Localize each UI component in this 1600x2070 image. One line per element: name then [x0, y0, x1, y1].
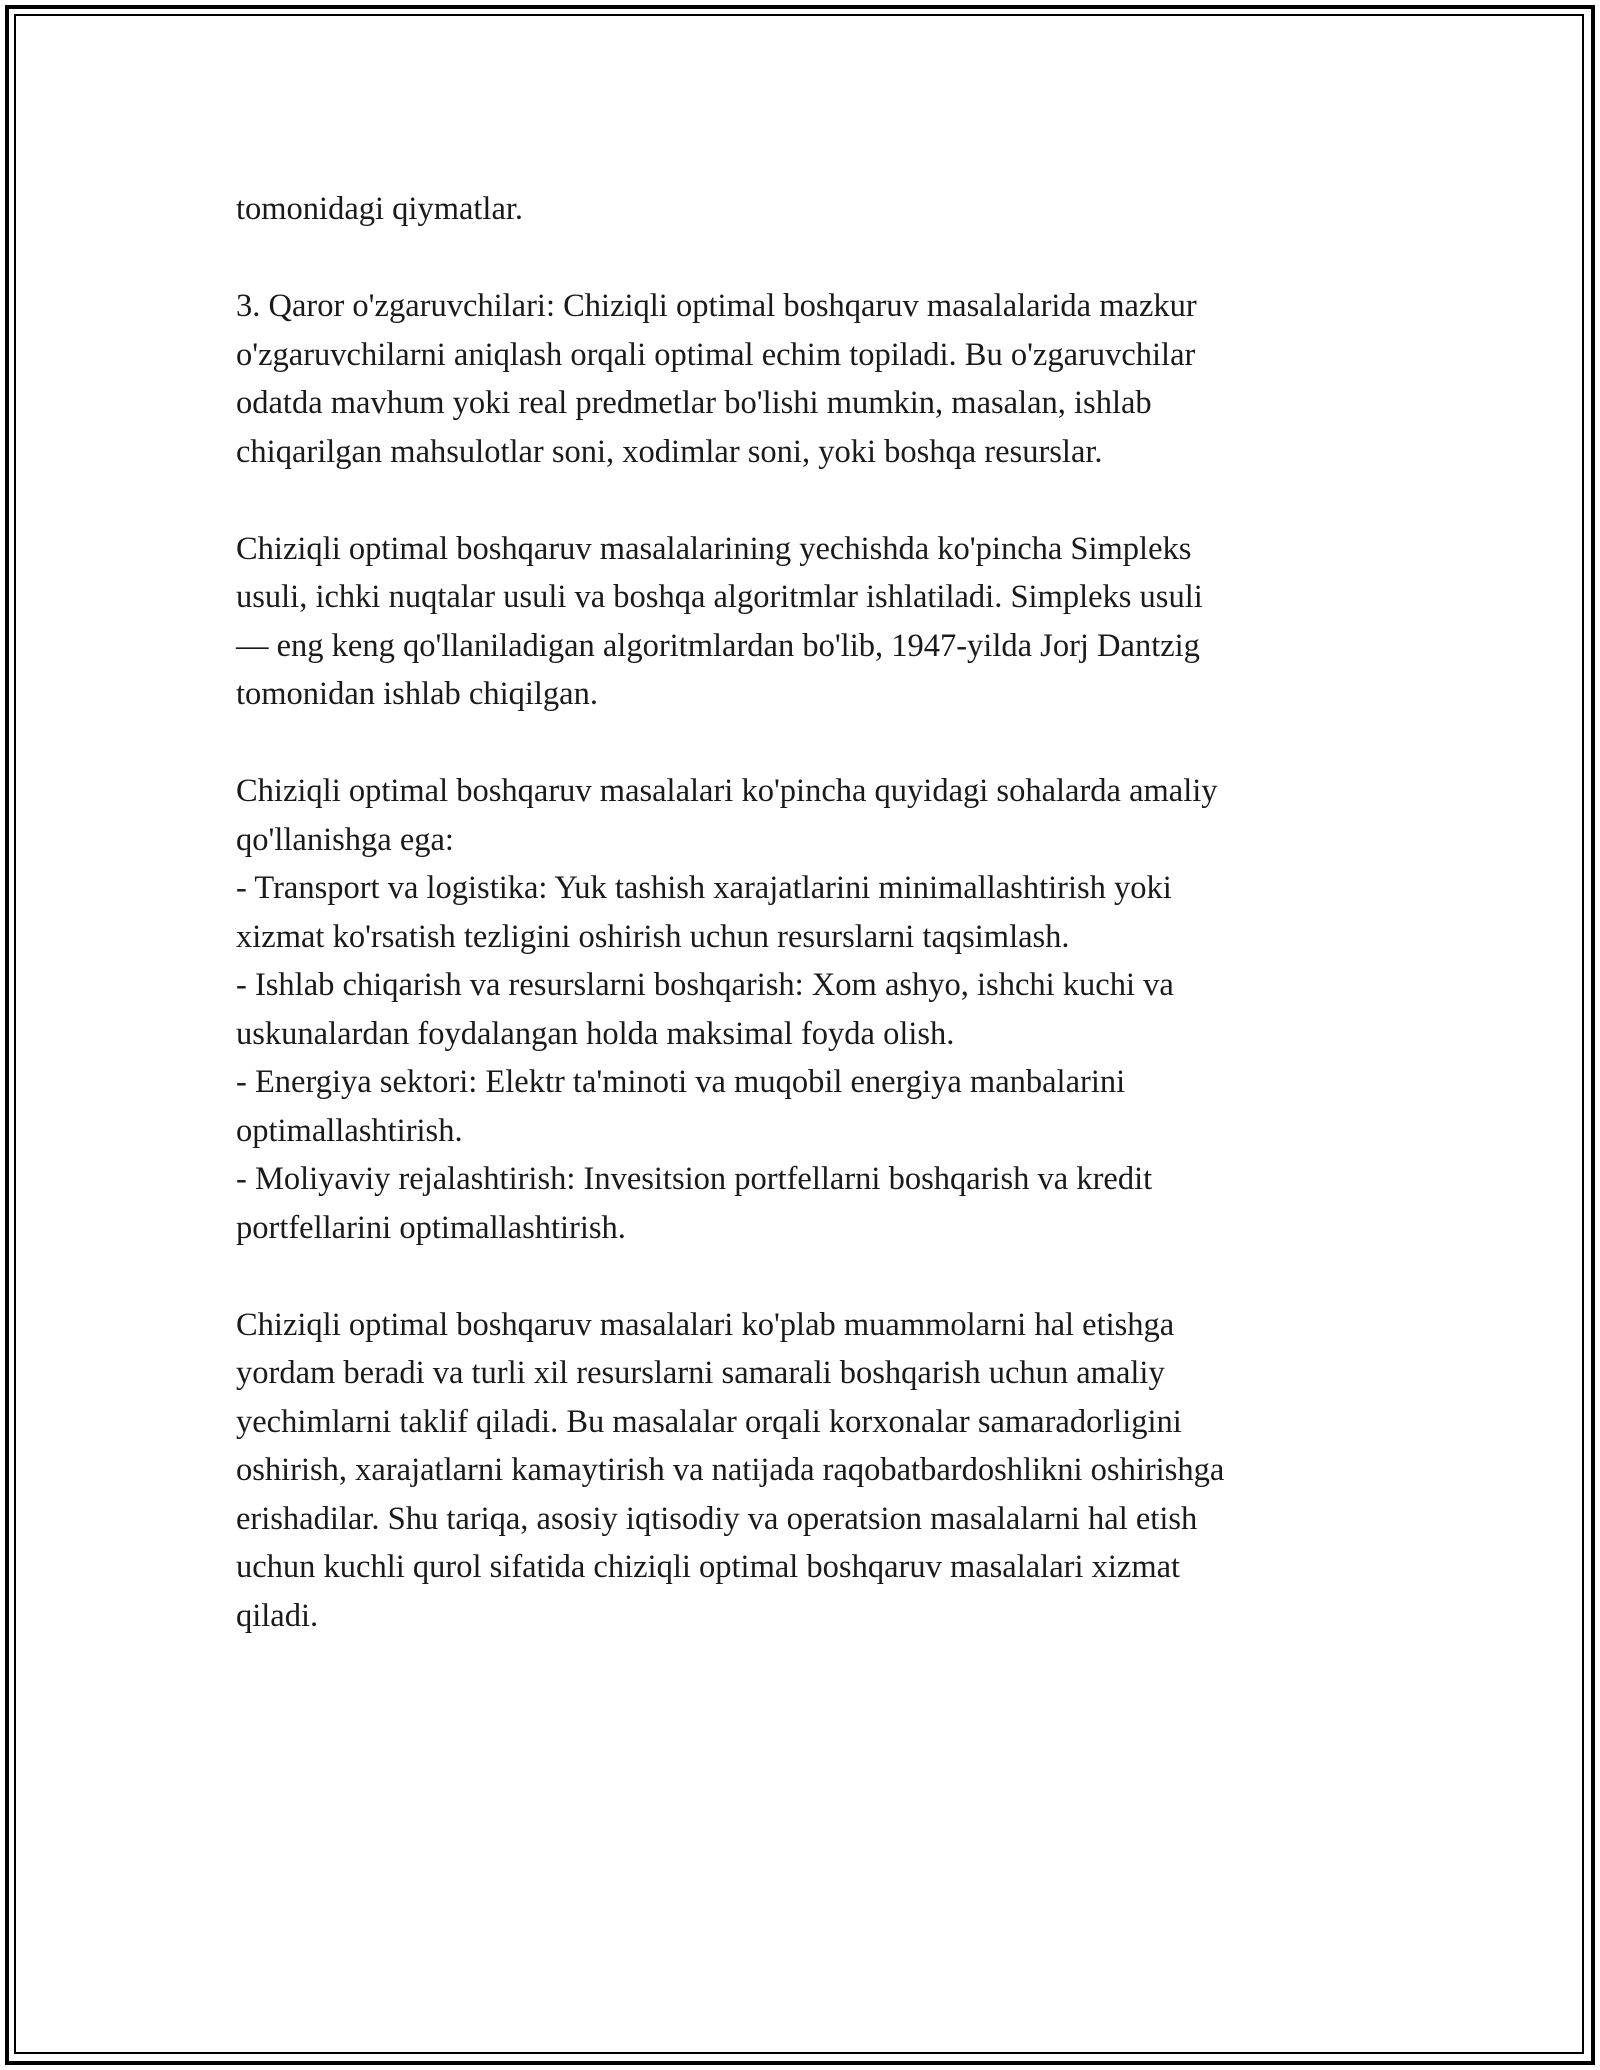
paragraph-decision-variables	[236, 282, 1366, 476]
text-line: Chiziqli optimal boshqaruv masalalarining yechishda ko'pincha Simpleks	[236, 530, 1192, 567]
text-line: uchun kuchli qurol sifatida chiziqli optimal boshqaruv masalalari xizmat	[236, 1549, 1181, 1585]
paragraph-applications	[236, 767, 1366, 1252]
text-line: Chiziqli optimal boshqaruv masalalari ko'pincha quyidagi sohalarda amaliy	[236, 773, 1218, 809]
list-item-line: portfellarini optimallashtirish.	[236, 1209, 626, 1246]
text-line: 3. Qaror o'zgaruvchilari: Chiziqli optimal boshqaruv masalalarida mazkur	[236, 288, 1197, 324]
list-item-line: uskunalardan foydalangan holda maksimal foyda olish.	[236, 1015, 955, 1052]
text-line: usuli, ichki nuqtalar usuli va boshqa algoritmlar ishlatiladi. Simpleks usuli	[236, 579, 1203, 615]
text-line: Chiziqli optimal boshqaruv masalalari ko'plab muammolarni hal etishga	[236, 1306, 1175, 1343]
paragraph-conclusion	[236, 1301, 1366, 1641]
text-line: erishadilar. Shu tariqa, asosiy iqtisodiy va operatsion masalalarni hal etish	[236, 1500, 1198, 1537]
list-item-line: - Energiya sektori: Elektr ta'minoti va muqobil energiya manbalarini	[236, 1064, 1126, 1100]
text-line: chiqarilgan mahsulotlar soni, xodimlar soni, yoki boshqa resurslar.	[236, 433, 1103, 470]
text-line: o'zgaruvchilarni aniqlash orqali optimal echim topiladi. Bu o'zgaruvchilar	[236, 336, 1196, 373]
text-line: oshirish, xarajatlarni kamaytirish va natijada raqobatbardoshlikni oshirishga	[236, 1452, 1225, 1488]
text-line: — eng keng qo'llaniladigan algoritmlardan bo'lib, 1947-yilda Jorj Dantzig	[236, 627, 1200, 664]
paragraph-solution-methods	[236, 525, 1366, 719]
list-item-line: - Ishlab chiqarish va resurslarni boshqarish: Xom ashyo, ishchi kuchi va	[236, 967, 1174, 1003]
text-line: odatda mavhum yoki real predmetlar bo'lishi mumkin, masalan, ishlab	[236, 385, 1152, 421]
list-item-line: xizmat ko'rsatish tezligini oshirish uchun resurslarni taqsimlash.	[236, 918, 1070, 955]
text-line: qiladi.	[236, 1597, 319, 1634]
list-item-line: - Moliyaviy rejalashtirish: Invesitsion portfellarni boshqarish va kredit	[236, 1161, 1153, 1197]
text-line: tomonidagi qiymatlar.	[236, 191, 524, 227]
text-line: qo'llanishga ega:	[236, 821, 454, 858]
text-line: yechimlarni taklif qiladi. Bu masalalar orqali korxonalar samaradorligini	[236, 1403, 1182, 1440]
text-line: tomonidan ishlab chiqilgan.	[236, 676, 598, 712]
document-body	[236, 185, 1366, 1689]
list-item-line: optimallashtirish.	[236, 1112, 463, 1149]
paragraph-continuation	[236, 185, 1366, 234]
list-item-line: - Transport va logistika: Yuk tashish xarajatlarini minimallashtirish yoki	[236, 870, 1172, 906]
text-line: yordam beradi va turli xil resurslarni samarali boshqarish uchun amaliy	[236, 1355, 1165, 1391]
